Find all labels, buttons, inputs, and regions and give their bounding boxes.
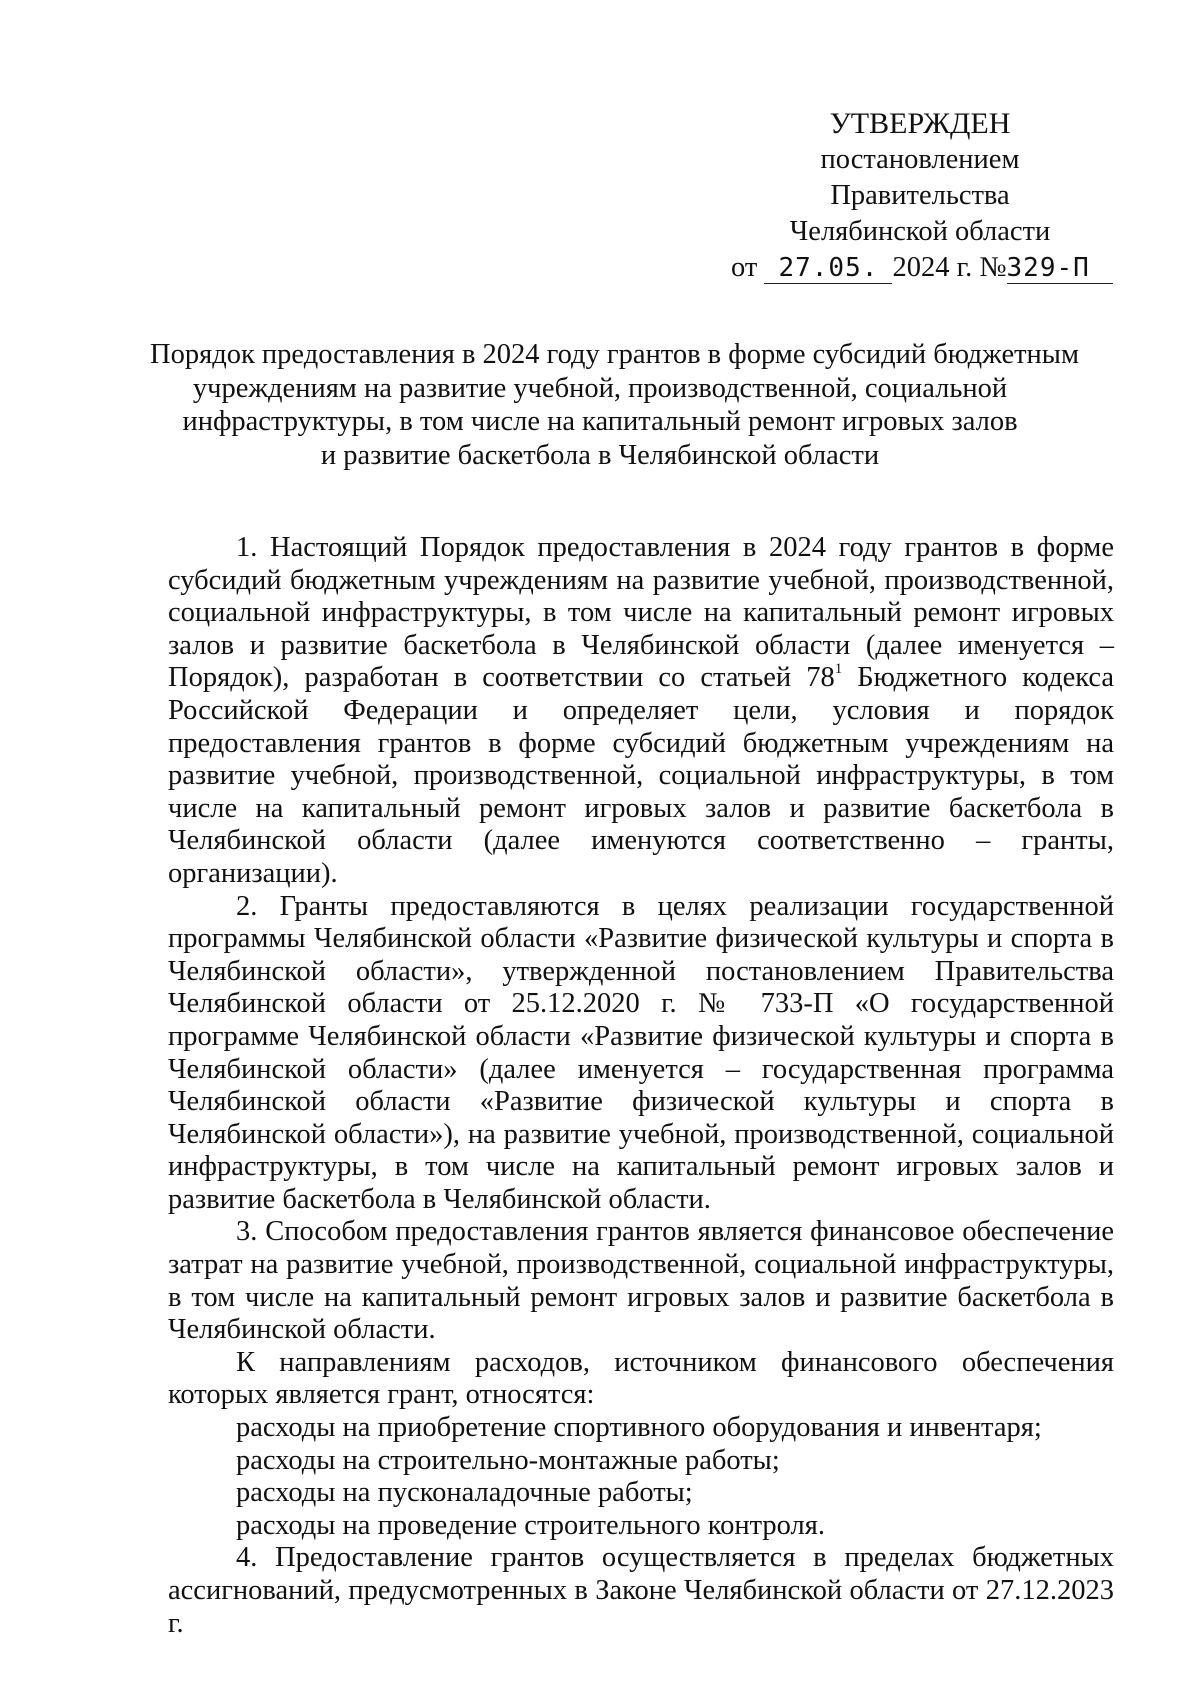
document-body	[168, 532, 1114, 1640]
paragraph-3: 3. Способом предоставления грантов является финансовое обеспечение затрат на развитие учебной, производственной, социальной инфраструктуры, в том числе на капитальный ремонт игровых залов и развитие баскетбола в Челябинской области.	[168, 1216, 1114, 1346]
number-field	[1007, 253, 1113, 284]
approval-stamp-block	[730, 106, 1110, 286]
date-field	[764, 253, 892, 284]
document-title	[150, 338, 1079, 472]
title-line-2: учреждениям на развитие учебной, производственной, социальной	[192, 372, 1008, 404]
number-value: 329-П	[1006, 253, 1090, 283]
title-line-1: Порядок предоставления в 2024 году грантов в форме субсидий бюджетным	[150, 339, 1079, 370]
paragraph-1-part-b: Бюджетного кодекса Российской Федерации и определяет цели, условия и порядок предоставления грантов в форме субсидий бюджетным учреждениям на развитие учебной, производственной, социальной инфраструктуры, в том числе на капитальный ремонт игровых залов и развитие баскетбола в Челябинской области (далее именуются соответственно – гранты, организации).	[168, 662, 1115, 889]
expense-item-construction: расходы на строительно-монтажные работы;	[236, 1444, 780, 1476]
paragraph-expense-intro: К направлениям расходов, источником финансового обеспечения которых является грант, относятся:	[168, 1346, 1114, 1411]
title-line-4: и развитие баскетбола в Челябинской области	[320, 439, 880, 471]
date-value: 27.05.	[778, 253, 879, 283]
from-label: от	[731, 252, 758, 283]
paragraph-1	[168, 532, 1114, 891]
approval-line-resolution: постановлением Правительства	[820, 144, 1020, 211]
approval-date-line	[730, 250, 1110, 286]
expense-item-commissioning: расходы на пусконаладочные работы;	[236, 1477, 693, 1509]
title-line-3: инфраструктуры, в том числе на капитальный ремонт игровых залов	[182, 406, 1018, 437]
year-label: 2024 г.	[892, 252, 973, 283]
approval-line-region: Челябинской области	[789, 216, 1051, 247]
expense-item-equipment: расходы на приобретение спортивного оборудования и инвентаря;	[236, 1412, 1042, 1444]
paragraph-1-part-a: 1. Настоящий Порядок предоставления в 2024 году грантов в форме субсидий бюджетным учреждениям на развитие учебной, производственной, социальной инфраструктуры, в том числе на капитальный ремонт игровых залов и развитие баскетбола в Челябинской области (далее именуется – Порядок), разработан в соответствии со статьей 78	[168, 532, 1114, 694]
expense-item-control: расходы на проведение строительного контроля.	[236, 1509, 825, 1541]
paragraph-4: 4. Предоставление грантов осуществляется в пределах бюджетных ассигнований, предусмотренных в Законе Челябинской области от 27.12.2023 г.	[168, 1542, 1114, 1639]
paragraph-2: 2. Гранты предоставляются в целях реализации государственной программы Челябинской области «Развитие физической культуры и спорта в Челябинской области», утвержденной постановлением Правительства Челябинской области от 25.12.2020 г. № 733-П «О государственной программе Челябинской области «Развитие физической культуры и спорта в Челябинской области» (далее именуется – государственная программа Челябинской области «Развитие физической культуры и спорта в Челябинской области»), на развитие учебной, производственной, социальной инфраструктуры, в том числе на капитальный ремонт игровых залов и развитие баскетбола в Челябинской области.	[168, 890, 1114, 1215]
article-superscript: 1	[834, 661, 843, 678]
approved-heading: УТВЕРЖДЕН	[829, 107, 1011, 140]
number-sign: №	[979, 252, 1007, 283]
